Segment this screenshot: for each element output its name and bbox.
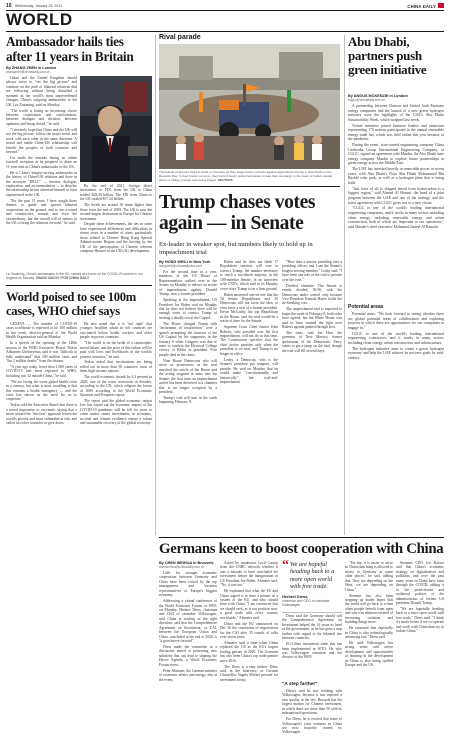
- paragraph: Altmaier said a time when China replaced the US as the EU's largest trading partner in 2020. The Germans has also been China's top trade partner since 2016.: [220, 640, 278, 663]
- germans-subhead: "A step farther": [282, 682, 318, 687]
- paragraph: Biden answered one-on-one that the 50 Senate Republicans and 50 Democrats will not favor the idea, or even favor a trial of a former president. Kevin McCarthy, the top Republican in the House, said the trial would be a waste of time for the Senate.: [220, 292, 278, 324]
- ambassador-bottom-rule: [6, 285, 152, 286]
- rival-photo-caption: [159, 171, 340, 182]
- paragraph: The levels are around 30 times higher than those from the end of 2009. The UK is now the second-largest destination in Europe for Chinese investment.: [80, 203, 152, 221]
- covid-headline: World poised to see 100m cases, WHO chief says: [6, 290, 136, 318]
- paragraph: Liu made the remarks during an online farewell reception as he prepared to share an 11-year stint as China's ambassador to the UK.: [6, 155, 77, 169]
- paragraph: Asked by moderator Cecil Carson from the CNBC network whether it was a mistake to have concluded the investment before the inauguration of US President Joe Biden, Altmaier said, "No, it was not.": [220, 561, 278, 588]
- caption-text: Thousands of farmers head to Delhi on Tuesday as they stage tractor protests against agricultural reforms in New Delhi on the Republic Day. In their tractor convoys, they burst through police barricades to take their campaign to the heart of India's capital, where a military parade was being staged.: [159, 170, 333, 182]
- trump-byline-email: hongweili@chinadailyusa.com: [159, 264, 202, 268]
- paragraph: The Diess is a step farther: Diess said, in the Interview, as German Chancellor Angela Merkel pressed for investment treaty.: [220, 664, 278, 682]
- paragraph: Speaking at the impeachment, US President Joe Biden said on Monday that he does not believe there will be enough votes to convict Trump of inciting a deadly riot at the Capitol.: [159, 298, 217, 320]
- paragraph: Calls for stronger economic cooperation between Germany and China have been voiced by the top management and business representatives of Europe's biggest economy.: [159, 571, 217, 598]
- trump-top-rule: [159, 186, 340, 187]
- paragraph: The issue, said Jon Hurt, the governor of New Mexico, former spokesman of the Democratic Party, wants to get a jump on the trial, though the trial will fill several days.: [282, 330, 342, 353]
- ambassador-body-col1: [6, 76, 77, 268]
- photo-credit: REUTERS: [217, 177, 233, 182]
- paragraph: Trump's trial will start in the week beginning February 8.: [159, 395, 217, 405]
- paragraph: China and the EU announced on Dec 30 the conclusion of negotiations for the CAI after 35 rounds of talks over seven years.: [220, 621, 278, 640]
- germans-pull-quote: [282, 558, 342, 607]
- ambassador-byline-block: [6, 66, 152, 74]
- quote-author-title: chairman and CEO of carmaker Volkswagen: [282, 598, 330, 607]
- rival-parade-photo: [159, 44, 340, 169]
- paragraph: Leahy, a Democrat, who is the Senate's president pro tempore, will preside. He said on Monday that he would make "constitutionally and historically" fair trial-and-impeachment.: [220, 357, 278, 384]
- issue-date: Wednesday, January 25, 2012: [15, 3, 63, 8]
- paragraph: "The world is on the brink of a catastrophic moral failure, and the price of this failure will be paid with lives and livelihoods in the world's poorest countries," he said.: [80, 341, 152, 359]
- paragraph: "How does a senator presiding over a presiding officer, and I am the Senate's longest-serving member," Leahy said. "I have been one role of the trial to preside over the vote.": [282, 260, 342, 282]
- paragraph: Tedros told the Executive Board that there is a moral imperative to vaccinate, saying that a move toward the "me-first" approach leaves the world's poorest and most vulnerable at risk, and called on richer countries to give doses.: [6, 403, 77, 426]
- paragraph: During the event, state-owned engineering company China Gezhouba Group International Engineering Company, or CGGC, signed an agreement with Masdar, the Abu Dhabi state energy company Masdar to explore future partnerships in green energy across the Middle East.: [348, 143, 444, 166]
- paragraph: He reasoned that especially in China is also technologically advancing fast," Diess said.: [345, 626, 393, 640]
- germans-byline: By CHEN WEIHUA in Brussels: [159, 561, 214, 565]
- column-divider: [344, 35, 345, 535]
- germans-body-col3b: [282, 689, 342, 743]
- trump-body-col1: [159, 270, 217, 534]
- paragraph: The world economic shrank by 4.3 percent in 2020, one of the worst recessions in decades, according to the UN, which eclipses the losses of 2009 according to the World Economic Situation and Prospects report.: [80, 375, 152, 397]
- paragraph: He is China's longest-serving ambassador in the history of China-UK relations and three in the acronym "DELC" — interest, dialogue, exploration, and accommodation — to describe the relationship he has observed himself to have experienced in the UK.: [6, 170, 77, 197]
- column-divider: [155, 35, 156, 535]
- ambassador-photo-caption: [6, 272, 152, 280]
- paragraph: He also noted that it is "not right" that younger, healthier adults in rich countries are vaccinated before health workers and older people in poorer countries.: [80, 322, 152, 340]
- germans-body-col5: [396, 561, 444, 743]
- germans-body-col2: [220, 561, 278, 743]
- paragraph: "For the past 11 years, I have sought these themes to guide and spread bilateral cooperation on the ground, and to see a sound and constructive, mutual and even the extraordinary, but the overall will of seniors in the UK to bring the relations forward," he said.: [6, 198, 77, 225]
- rival-kicker: Rival parade: [159, 34, 201, 41]
- page-number: 10: [6, 3, 12, 9]
- quote-author: Herbert Diess,: [282, 593, 309, 599]
- paragraph: Addressing a virtual conference of the World Economic Forum, or WEF, on Monday, Herbert Diess, chairman and CEO of carmaker Volkswagen, said China is starting as the right direction, said that the Comprehensive Agreement on Investment, or CAI, between the European Union and China, concluded at the end of 2020, is "a good move forward".: [159, 599, 217, 644]
- paragraph: "We are hopefully heading back to a more open world with free trade," Diess said. "I think it's much better if we co-operate and work with China than try to isolate China.": [396, 606, 444, 634]
- paragraph: "I sincerely hope that China and the UK will see the big picture, follow the major trend, and work with each other in the same direction. A sound and stable China-UK relationship will benefit the peoples of both countries and beyond.": [6, 127, 77, 155]
- abu-dhabi-byline: By ANGUS MCKENZIE in London: [348, 94, 408, 98]
- paragraph: GENEVA — The number of COVID-19 cases worldwide is expected to hit 100 million in the week, director-general of the World Health Organization said on Monday.: [6, 322, 77, 340]
- paragraph: Diess said the Germany should call the Comprehensive Agreement on Investment helped the 16 years as head of the government, as he has gone a step farther with regard to the bilateral ties between countries.: [282, 614, 342, 641]
- germans-top-rule: [159, 537, 444, 538]
- germans-body-col4: [345, 561, 393, 743]
- paragraph: The House charged Trump with "incitement of insurrection" over a speech prompting the invasion of the US Capitol by his supporters in the January 6 when Congress was due to meet to confirm the Electoral College victory of Biden as president. Five people died in the chaos.: [159, 321, 217, 357]
- paragraph: Nine House Democrats who will serve as prosecutors at the trial marched the article of the House and the acting sergeant at arms into the Senate, the first time an impeachment article has been delivered to a chamber that is no longer occupied by a president.: [159, 358, 217, 394]
- section-rule: [6, 31, 444, 32]
- paragraph: In a speech at the opening of the 148th session of the WHO Executive Board, Tedros Adhanom Ghebreyesus said it was "difficult to fully understand" that 100 million cases and "the 2 million deaths" from the disease.: [6, 341, 77, 364]
- paragraph: Biden said he does not think 17 Republican senators will vote to convict Trump, the number necessary to reach a two-thirds majority in the 100-member Senate, in an interview with CNN's, which said in its Monday cover story Trump is on a firm ground.: [220, 260, 278, 291]
- paragraph: The UAE has invested heavily in renewable power in recent years, with Abu Dhabi's Noor Abu Dhabi Mohammed Bin Rashid solar park, as well as a hydrogen plant that is being built.: [348, 167, 444, 185]
- trump-byline: By HONG WEILI in New York: [159, 260, 211, 264]
- abu-dhabi-byline-block: [348, 94, 444, 102]
- ambassador-photo: [80, 76, 152, 182]
- paragraph: Virtual ministers joined business leaders and emissions representing 170 nations participated in the annual renewable energy trade fair, which was held online this year because of the pandemic.: [348, 123, 444, 142]
- quote-rule: [282, 612, 342, 613]
- paragraph: "We are facing the worst global health crisis in a century, but what is most troubling is that this remains a health emergency — and the virus has shown us the need for us to cooperate.": [6, 379, 77, 402]
- paper-logo-icon: [438, 3, 444, 8]
- germans-headline: Germans keen to boost cooperation with China: [159, 541, 444, 557]
- paragraph: Despite these achievements, the ties in some have experienced differences and difficulties in recent years in a number of areas, particularly those related to Chinese Hong Kong Special Administrative Region and the hosting by the UK of the participation of Chinese telecom company Huawei in the UK's 5G development.: [80, 222, 152, 254]
- paragraph: By the end of 2021, foreign direct investment, or FDI, from the UK to China totaled $28.39 billion. The FDI from China to the UK totaled $57.24 billion.: [80, 184, 152, 202]
- paragraph: He said Volkswagen has strong sense and active development and opportunities of learning in the development in China is also being spelled Europe and the US.: [345, 640, 393, 668]
- paper-name: CHINA DAILY: [407, 3, 436, 9]
- abu-dhabi-body-a: [348, 104, 444, 302]
- trump-body-col2: [220, 260, 278, 534]
- germans-byline-email: chenweihua@chinadaily.com.cn: [159, 565, 205, 569]
- paragraph: Siemens CEO Joe Kaeser said that China's economic strategy on digitalization and pollution, and over the past many years in China have been through the COVID, adding it to the protectionist and unilateral policies of the administration of former US president Donald Trump.: [396, 561, 444, 606]
- paragraph: "Just have of all is shipped ahead from hydrocarbon is a biggest region," said Ahmed Al Hosani, the head of a joint program between the UAE and one of the strategy, and the latest agreement with CGGC gives rise to a new vision.: [348, 186, 444, 205]
- abu-dhabi-byline-email: angus@chinadaily.com.cn: [348, 98, 386, 102]
- paragraph: The report said the global economic output loss has wiped out the economic impact of the COVID-19 pandemic will be felt for years to come unless smart investments in economic, societal and climate resilience ensure a robust and sustainable recovery of the global economy.: [80, 398, 152, 426]
- ambassador-byline-email: zhangzhen@chinadaily.com.cn: [6, 70, 50, 74]
- paragraph: China and the United Kingdom should always strive to "see the big picture" and continue on the path of bilateral relations that are following without being disturbed a moment in the world's most unprecedented changes, China's outgoing ambassador to the UK, Liu Xiaoming, said on Monday.: [6, 76, 77, 107]
- paragraph: Divided chamber: The Senate is evenly divided, 50-50, with the Democrats under control only because Vice-President Kamala Harris holds the tie-breaking vote.: [282, 283, 342, 306]
- paragraph: For Diess, he is excited that some of Volkswagen's joint ventures in China are now majority owned by Volkswagen.: [282, 717, 342, 735]
- paragraph: Peter Altmaier, the German minister of economic affairs and energy, also at the event.: [159, 668, 217, 682]
- paragraph: EU-China investment trade that has been implemented in WTO, He who was Volkswagen chairman and the director of the WEF.: [282, 642, 342, 660]
- paragraph: Diess made the comments in a discussion aimed at presenting new solutions that can lead to shaping the Davos Agenda, a World Economic Forum event.: [159, 645, 217, 667]
- ambassador-body-col3: [80, 184, 152, 268]
- paragraph: Tedros noted that vaccinations are being rolled out in more than 50 countries, most of them high-income nations.: [80, 360, 152, 374]
- quote-mark-icon: “: [282, 558, 289, 573]
- paragraph: Potential areas: "We look forward to seeing whether there are global potential areas of collaboration and exploring projects in which there are opportunities for our companies to engage in.": [348, 312, 444, 330]
- quote-text: We are hopeful heading back to a more open world with free trade.: [290, 561, 335, 591]
- photo-credit: ZHANG XIAOYI / FOR CHINA DAILY: [35, 276, 90, 280]
- ambassador-byline: By ZHANG ZHEN in London: [6, 66, 57, 70]
- ambassador-headline: Ambassador hails ties after 11 years in Britain: [6, 34, 134, 64]
- trump-deck: Ex-leader in weaker spot, but numbers likely to hold up in impeachment trial: [159, 241, 313, 256]
- abu-dhabi-body-b: [348, 312, 444, 534]
- trump-byline-block: [159, 260, 219, 268]
- germans-body-col1: [159, 571, 217, 743]
- paragraph: The impeachment trial is expected to begin the week of February 8, both sides have agreed, but the White House was said to have wanted the fight over Biden's agenda pushed through first.: [282, 307, 342, 330]
- section-title: WORLD: [6, 10, 73, 29]
- abu-dhabi-subhead: Potential areas: [348, 304, 384, 310]
- paragraph: For the second time in a year, members of the US House of Representatives walked over to the Senate on Monday to deliver an article of impeachment against Donald Trump, now a former president.: [159, 270, 217, 297]
- paragraph: "CGGC is one of the world's leading international engineering companies, and it works in many sectors including clean energy, including renewable energy and urban construction, both of which are important to our operations," said Masdar's chief executive Mohamed Jameel Al Ramahi.: [348, 206, 444, 229]
- abu-dhabi-headline: Abu Dhabi, partners push green initiative: [348, 34, 427, 77]
- trump-headline: Trump chases votes again — in Senate: [159, 192, 316, 234]
- paragraph: "The world is facing an increasing choice between cooperation and confrontation, between dialogue and division, between openness and being closed," he said.: [6, 108, 77, 126]
- paragraph: A partnership between Chinese and United Arab Emirates energy companies and the launch of a new green hydrogen initiative were the highlights of the UAE's Abu Dhabi Sustainability Week, which wrapped last week.: [348, 104, 444, 122]
- paragraph: He explained that what the EU and China signed is to have a partner as a system of the EU, and who should have with China. "I am convinced that we should seek, as is our position now, a good trade with every country worldwide," Altmaier said.: [220, 589, 278, 620]
- paragraph: Supreme Court Chief Justice John Roberts, who presided over the first impeachment, will not do so this time. The Constitution specifies that the chief justice presides only when the president is on trial, and Trump is no longer in office.: [220, 325, 278, 356]
- caption-text: Liu Xiaoming, China's ambassador to the UK, speaks at a forum on the COVID-19 vaccine in Los Angeles on Monday.: [6, 272, 143, 280]
- covid-body-col1: [6, 322, 77, 534]
- paragraph: CGGC is one of the world's leading international engineering contractors, and it works in many sectors including clean energy, urban construction, and infrastructure.: [348, 331, 444, 345]
- paragraph: Siemens has also been stepping up leader hopes that the world will go back to a time when people benefit from open and win-win relations instead of increasing isolation and building things more.: [345, 593, 393, 625]
- germans-byline-block: [159, 561, 217, 569]
- covid-body-col2: [80, 322, 152, 534]
- trump-body-col3: [282, 260, 342, 534]
- paragraph: The hydrogen initiative aims to create a green hydrogen economy and help the UAE achieve its net-zero goals by mid-century.: [348, 346, 444, 360]
- paragraph: "A year ago today, fewer than 1,000 cases of COVID-19 had been reported to WHO, including just 12 outside China," he said.: [6, 364, 77, 378]
- paragraph: Diess's said he was working with Volkswagen, because it has injected a new quality in the ties. Brussels has the largest market for Chinese investment, in which there are more than 50 with its international operations.: [282, 689, 342, 716]
- paragraph: "For me, it is easier to serve in China than Ising is allowed to invest in Germany at some other places," he said, adding that "they are depending on the West, we are depending on China.": [345, 561, 393, 592]
